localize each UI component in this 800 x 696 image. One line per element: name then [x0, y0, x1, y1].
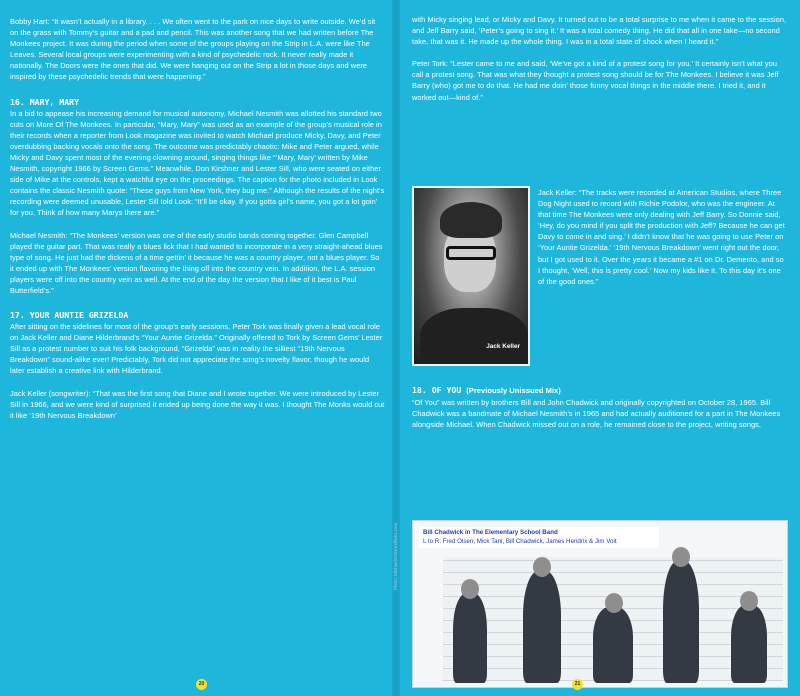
band-member-head	[740, 591, 758, 611]
band-member-head	[605, 593, 623, 613]
page-number-left: 20	[196, 679, 207, 690]
jack-keller-photo	[412, 186, 530, 366]
nesmith-quote: Michael Nesmith: “The Monkees’ version was one of the early studio bands coming together. Glen Campbell played the guitar part. That was really a blues lick that I had wanted to incorporate in a very straight-ahead blues type of song. He just had the dickens of a time gettin’ it because he was a country player, not a blues player. So it ended up with The Monkees’ version flavoring the thing off into the country vein. In addition, the L.A. session players were off into the country vein as well. At the end of the day the version that I like of it best is Paul Butterfield’s.”	[10, 230, 383, 295]
heading-of-you-subtitle: (Previously Unissued Mix)	[466, 386, 561, 395]
band-member-figure	[593, 607, 633, 683]
heading-auntie-grizelda: 17. YOUR AUNTIE GRIZELDA	[10, 310, 129, 321]
band-member-figure	[663, 561, 699, 683]
keller-quote-continued: with Micky singing lead, or Micky and Davy. It turned out to be a total surprise to me when it came to the session, and Jeff Barry said, ‘Peter’s going to sing it.’ It was a total comedy thing. He did that all in one take—no second take, that was it. He made up the whole thing. I was in a total state of shock when I heard it.”	[412, 15, 787, 47]
of-you-paragraph: “Of You” was written by brothers Bill and John Chadwick and originally copyrighted on October 28, 1965. Bill Chadwick was a bandmate of Michael Nesmith’s in 1965 and had actually auditioned for a part in The Monkees alongside Michael. When Chadwick missed out on a role, he remained close to the project, writing songs,	[412, 398, 781, 430]
photo-credit: Photo: MichaelOchsArchives.com	[393, 522, 398, 590]
heading-mary-mary: 16. MARY, MARY	[10, 96, 80, 107]
bobby-hart-quote: Bobby Hart: “It wasn’t actually in a library. . . . We often went to the park on nice days to write outside. We’d sit on the grass with Tommy’s guitar and a pad and pencil. This was another song that we had written before The Monkees project. It was during the period when some of the groups playing on the Strip in L.A. were like The Leaves. Several local groups were experimenting with a kind of psychedelic rock. It never really made it nationally. The Doors were the ones that did. We were hanging out on the Strip a lot in those days and were inspired by these psychedelic trends that were happening.”	[10, 17, 376, 82]
page-number-right: 21	[572, 679, 583, 690]
band-member-figure	[453, 593, 487, 683]
photo-caption: Jack Keller	[486, 343, 520, 350]
heading-of-you	[412, 384, 788, 397]
peter-tork-quote: Peter Tork: “Lester came to me and said, ‘We’ve got a kind of a protest song for you.’ It certainly isn’t what you call a protest song. That was what they thought a protest song should be for The Monkees. I believe it was Jeff Barry (who) got me to do that. He had me doin’ those funny vocal things in the middle there. I tried it, and it worked out—kind of.”	[412, 59, 779, 102]
of-you-section	[412, 382, 788, 430]
band-member-figure	[523, 571, 561, 683]
band-photo	[412, 520, 788, 688]
mary-mary-paragraph: In a bid to appease his increasing demand for musical autonomy, Michael Nesmith was allotted his standard two cuts on More Of The Monkees. In particular, “Mary, Mary” was used as an example of the group’s musical role in their records when a reporter from Look magazine was invited to watch Michael produce Micky, Davy, and Peter overdubbing backing vocals onto the song. The outcome was predictably chaotic: Mike and Peter argued, while Micky and Davy spent most of the evening clowning around, singing things like “‘Mary, Mary’ written by Mike Nesmith, copyright 1966 by Screen Gems.” Meanwhile, Don Kirshner and Lester Sill, who were seated on either side of Mike at the controls, kept a watchful eye on the proceedings. The caption for the photo included in Look contains the classic Nesmith quote: “These guys from New York, they bug me.” Although the results of the night’s recording were deemed unusable, Lester Sill told Look: “It’ll be okay. If you gotta girl’s name, you got a lot goin’ for you. Think of how many Marys there are.”	[10, 108, 385, 218]
right-page	[398, 0, 800, 696]
photo-figure-hair	[440, 202, 502, 238]
band-member-head	[672, 547, 690, 567]
band-member-figure	[731, 605, 767, 683]
left-page	[0, 0, 393, 696]
heading-of-you-title: 18. OF YOU	[412, 385, 462, 395]
band-member-head	[461, 579, 479, 599]
band-member-head	[533, 557, 551, 577]
band-photo-caption	[419, 527, 659, 548]
band-photo-title: Bill Chadwick in The Elementary School Band	[423, 529, 558, 536]
grizelda-paragraph: After sitting on the sidelines for most of the group’s early sessions, Peter Tork was finally given a lead vocal role on Jack Keller and Diane Hilderbrand’s “Your Auntie Grizelda.” Originally offered to Tork by Screen Gems’ Lester Sill as a protest number to suit his folk background, “Grizelda” was in reality the silliest “19th Nervous Breakdown” sound-alike ever! Predictably, Tork did not appreciate the song’s novelty flavor, though he would later establish a creative link with Hilderbrand.	[10, 322, 383, 376]
keller-studio-quote: Jack Keller: “The tracks were recorded at American Studios, where Three Dog Night used to record with Richie Podolor, who was the engineer. At that time The Monkees were only dealing with Jeff Barry. So Donnie said, ‘Hey, do you mind if you split the production with Jeff? Because he can get Davy to come in and sing.’ I didn’t know that he was going to use Peter on ‘Your Auntie Grizelda.’ ‘19th Nervous Breakdown’ went right out the door, but I got used to it. Over the years it became a #1 on Dr. Demento, and so I thought, ‘Well, this is pretty cool.’ Now my kids like it. To this day it’s one of the good ones.”	[538, 188, 785, 286]
band-photo-names: L to R: Fred Olsen, Mick Tani, Bill Chadwick, James Hendrix & Jim Voit	[423, 537, 617, 545]
keller-studio-quote-block	[538, 187, 786, 287]
photo-figure-suit	[420, 308, 528, 366]
jack-keller-quote: Jack Keller (songwriter): “That was the first song that Diane and I wrote together. We were introduced by Lester Sill in 1966, and we were kind of surprised it ended up being done the way it was. I thought The Monks would cut it like ‘19th Nervous Breakdown’	[10, 388, 385, 420]
photo-figure-glasses	[446, 246, 496, 260]
